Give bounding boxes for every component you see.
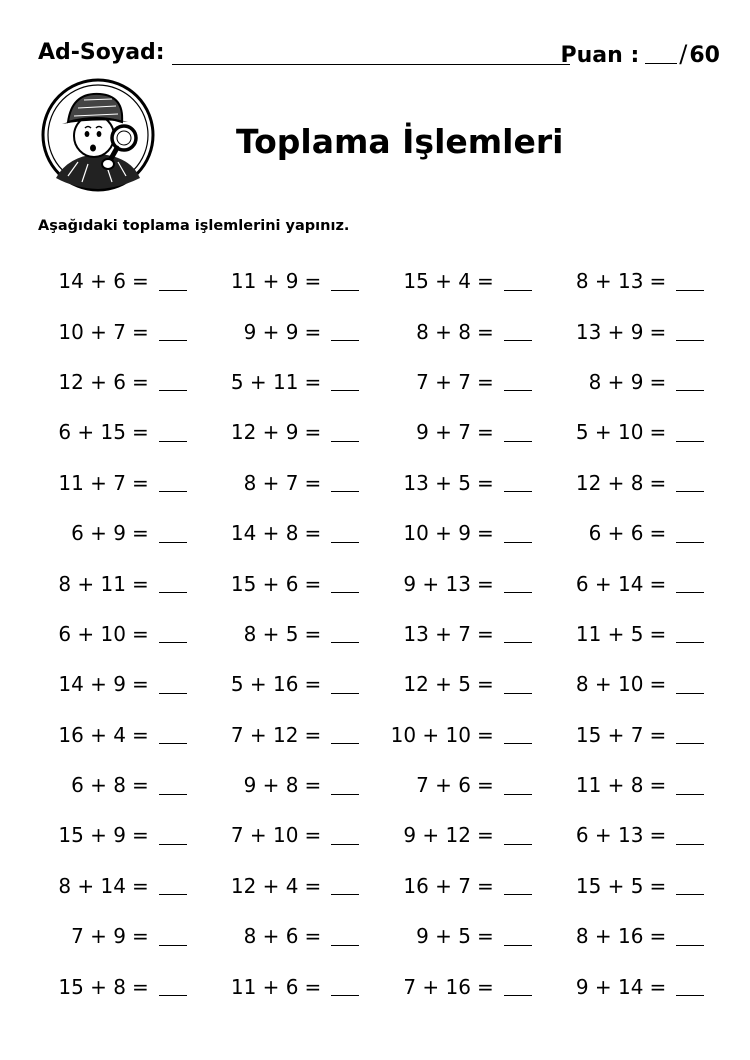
answer-blank[interactable] bbox=[504, 830, 532, 845]
equals-sign: = bbox=[477, 773, 494, 798]
problem-item bbox=[375, 407, 548, 457]
problem-item bbox=[203, 458, 376, 508]
problem-item bbox=[548, 256, 721, 306]
answer-blank[interactable] bbox=[331, 880, 359, 895]
problem-item bbox=[30, 458, 203, 508]
equals-sign: = bbox=[132, 873, 149, 898]
problem-item bbox=[203, 710, 376, 760]
equals-sign: = bbox=[649, 521, 667, 546]
answer-blank[interactable] bbox=[159, 729, 187, 744]
problem-expression: 10 + 7 bbox=[58, 319, 126, 344]
problem-expression: 8 + 7 bbox=[243, 470, 299, 495]
equals-sign: = bbox=[304, 319, 322, 344]
problem-expression: 15 + 4 bbox=[403, 269, 471, 294]
equals-sign: = bbox=[477, 319, 494, 344]
answer-blank[interactable] bbox=[504, 276, 532, 291]
problem-item bbox=[548, 810, 721, 860]
name-field[interactable] bbox=[172, 64, 570, 65]
worksheet-header bbox=[38, 36, 720, 72]
equals-sign: = bbox=[477, 269, 494, 294]
answer-blank[interactable] bbox=[159, 931, 187, 946]
problem-expression: 10 + 9 bbox=[403, 521, 471, 546]
equals-sign: = bbox=[132, 722, 149, 747]
equals-sign: = bbox=[649, 420, 667, 445]
problem-expression: 11 + 8 bbox=[575, 773, 644, 798]
problem-expression: 8 + 16 bbox=[575, 924, 644, 949]
problem-item bbox=[203, 861, 376, 911]
problem-item bbox=[30, 508, 203, 558]
answer-blank[interactable] bbox=[676, 981, 704, 996]
answer-blank[interactable] bbox=[504, 376, 532, 391]
equals-sign: = bbox=[132, 470, 149, 495]
equals-sign: = bbox=[132, 521, 149, 546]
answer-blank[interactable] bbox=[504, 528, 532, 543]
problem-item bbox=[548, 861, 721, 911]
equals-sign: = bbox=[649, 319, 667, 344]
problem-item bbox=[375, 458, 548, 508]
equals-sign: = bbox=[649, 571, 667, 596]
equals-sign: = bbox=[132, 924, 149, 949]
problem-expression: 14 + 8 bbox=[230, 521, 299, 546]
problem-item bbox=[203, 306, 376, 356]
equals-sign: = bbox=[304, 521, 322, 546]
problem-item bbox=[548, 306, 721, 356]
answer-blank[interactable] bbox=[159, 578, 187, 593]
problem-item bbox=[548, 659, 721, 709]
equals-sign: = bbox=[304, 974, 322, 999]
problem-item bbox=[30, 558, 203, 608]
answer-blank[interactable] bbox=[331, 628, 359, 643]
answer-blank[interactable] bbox=[504, 981, 532, 996]
answer-blank[interactable] bbox=[159, 880, 187, 895]
answer-blank[interactable] bbox=[159, 830, 187, 845]
problem-expression: 15 + 7 bbox=[575, 722, 644, 747]
problem-expression: 15 + 5 bbox=[575, 873, 644, 898]
problem-expression: 13 + 5 bbox=[403, 470, 471, 495]
problem-item bbox=[30, 911, 203, 961]
problem-expression: 8 + 11 bbox=[58, 571, 126, 596]
equals-sign: = bbox=[649, 672, 667, 697]
answer-blank[interactable] bbox=[159, 427, 187, 442]
answer-blank[interactable] bbox=[676, 679, 704, 694]
equals-sign: = bbox=[649, 924, 667, 949]
problem-expression: 11 + 5 bbox=[575, 621, 644, 646]
problem-expression: 11 + 6 bbox=[230, 974, 299, 999]
equals-sign: = bbox=[132, 974, 149, 999]
answer-blank[interactable] bbox=[331, 729, 359, 744]
problem-expression: 15 + 9 bbox=[58, 823, 126, 848]
problem-item bbox=[30, 609, 203, 659]
problem-expression: 8 + 14 bbox=[58, 873, 126, 898]
answer-blank[interactable] bbox=[331, 376, 359, 391]
equals-sign: = bbox=[132, 420, 149, 445]
answer-blank[interactable] bbox=[331, 276, 359, 291]
answer-blank[interactable] bbox=[676, 477, 704, 492]
problem-expression: 8 + 13 bbox=[575, 269, 644, 294]
problem-expression: 5 + 11 bbox=[230, 369, 299, 394]
equals-sign: = bbox=[477, 521, 494, 546]
equals-sign: = bbox=[132, 269, 149, 294]
answer-blank[interactable] bbox=[676, 276, 704, 291]
problem-expression: 16 + 7 bbox=[403, 873, 471, 898]
equals-sign: = bbox=[132, 823, 149, 848]
problem-expression: 7 + 9 bbox=[71, 924, 126, 949]
problem-expression: 9 + 7 bbox=[416, 420, 471, 445]
equals-sign: = bbox=[304, 722, 322, 747]
equals-sign: = bbox=[477, 672, 494, 697]
problem-item bbox=[30, 760, 203, 810]
problem-grid bbox=[30, 256, 720, 1012]
problem-item bbox=[203, 407, 376, 457]
answer-blank[interactable] bbox=[159, 679, 187, 694]
equals-sign: = bbox=[132, 621, 149, 646]
problem-expression: 15 + 6 bbox=[230, 571, 299, 596]
problem-item bbox=[375, 558, 548, 608]
problem-expression: 6 + 13 bbox=[575, 823, 644, 848]
score-area bbox=[561, 40, 720, 68]
problem-expression: 6 + 10 bbox=[58, 621, 126, 646]
equals-sign: = bbox=[649, 269, 667, 294]
problem-expression: 6 + 15 bbox=[58, 420, 126, 445]
problem-expression: 5 + 16 bbox=[230, 672, 299, 697]
answer-blank[interactable] bbox=[504, 477, 532, 492]
answer-blank[interactable] bbox=[159, 780, 187, 795]
problem-item bbox=[548, 458, 721, 508]
worksheet-title: Toplama İşlemleri bbox=[236, 122, 564, 161]
problem-item bbox=[203, 609, 376, 659]
equals-sign: = bbox=[649, 974, 667, 999]
answer-blank[interactable] bbox=[504, 578, 532, 593]
answer-blank[interactable] bbox=[504, 628, 532, 643]
equals-sign: = bbox=[304, 420, 322, 445]
answer-blank[interactable] bbox=[504, 880, 532, 895]
equals-sign: = bbox=[132, 571, 149, 596]
problem-item bbox=[548, 407, 721, 457]
problem-item bbox=[30, 710, 203, 760]
answer-blank[interactable] bbox=[676, 830, 704, 845]
problem-item bbox=[203, 659, 376, 709]
problem-item bbox=[203, 256, 376, 306]
equals-sign: = bbox=[304, 269, 322, 294]
equals-sign: = bbox=[649, 773, 667, 798]
problem-item bbox=[30, 357, 203, 407]
problem-item bbox=[548, 760, 721, 810]
problem-expression: 9 + 14 bbox=[575, 974, 644, 999]
problem-item bbox=[548, 911, 721, 961]
equals-sign: = bbox=[477, 470, 494, 495]
answer-blank[interactable] bbox=[331, 578, 359, 593]
answer-blank[interactable] bbox=[676, 628, 704, 643]
answer-blank[interactable] bbox=[676, 578, 704, 593]
equals-sign: = bbox=[304, 823, 322, 848]
answer-blank[interactable] bbox=[676, 326, 704, 341]
problem-expression: 9 + 12 bbox=[403, 823, 471, 848]
problem-expression: 7 + 12 bbox=[230, 722, 299, 747]
equals-sign: = bbox=[304, 672, 322, 697]
problem-item bbox=[375, 508, 548, 558]
answer-blank[interactable] bbox=[504, 780, 532, 795]
problem-expression: 12 + 9 bbox=[230, 420, 299, 445]
answer-blank[interactable] bbox=[159, 276, 187, 291]
problem-expression: 9 + 9 bbox=[243, 319, 299, 344]
score-label: Puan : bbox=[560, 43, 640, 68]
answer-blank[interactable] bbox=[159, 376, 187, 391]
problem-item bbox=[30, 861, 203, 911]
problem-expression: 6 + 9 bbox=[71, 521, 126, 546]
problem-item bbox=[548, 710, 721, 760]
answer-blank[interactable] bbox=[331, 477, 359, 492]
equals-sign: = bbox=[477, 621, 494, 646]
equals-sign: = bbox=[649, 722, 667, 747]
problem-item bbox=[203, 810, 376, 860]
equals-sign: = bbox=[132, 369, 149, 394]
problem-expression: 8 + 8 bbox=[416, 319, 471, 344]
answer-blank[interactable] bbox=[331, 679, 359, 694]
problem-item bbox=[375, 609, 548, 659]
equals-sign: = bbox=[477, 873, 494, 898]
problem-expression: 11 + 7 bbox=[58, 470, 126, 495]
problem-item bbox=[375, 357, 548, 407]
answer-blank[interactable] bbox=[159, 981, 187, 996]
problem-item bbox=[375, 306, 548, 356]
score-total: 60 bbox=[689, 43, 720, 68]
answer-blank[interactable] bbox=[159, 628, 187, 643]
answer-blank[interactable] bbox=[504, 326, 532, 341]
answer-blank[interactable] bbox=[504, 729, 532, 744]
problem-item bbox=[203, 760, 376, 810]
detective-boy-magnifying-glass-icon bbox=[38, 78, 158, 192]
problem-expression: 7 + 10 bbox=[230, 823, 299, 848]
equals-sign: = bbox=[649, 470, 667, 495]
problem-item bbox=[30, 659, 203, 709]
problem-expression: 8 + 5 bbox=[243, 621, 299, 646]
problem-expression: 7 + 16 bbox=[403, 974, 471, 999]
problem-expression: 10 + 10 bbox=[390, 722, 471, 747]
problem-expression: 9 + 5 bbox=[416, 924, 471, 949]
equals-sign: = bbox=[477, 722, 494, 747]
equals-sign: = bbox=[477, 823, 494, 848]
equals-sign: = bbox=[649, 873, 667, 898]
problem-expression: 14 + 6 bbox=[58, 269, 126, 294]
answer-blank[interactable] bbox=[331, 326, 359, 341]
problem-expression: 13 + 9 bbox=[575, 319, 644, 344]
problem-expression: 6 + 6 bbox=[588, 521, 644, 546]
problem-item bbox=[375, 861, 548, 911]
name-label: Ad-Soyad: bbox=[38, 40, 165, 65]
problem-item bbox=[203, 961, 376, 1011]
equals-sign: = bbox=[132, 672, 149, 697]
answer-blank[interactable] bbox=[331, 931, 359, 946]
problem-item bbox=[375, 810, 548, 860]
answer-blank[interactable] bbox=[504, 679, 532, 694]
problem-item bbox=[548, 961, 721, 1011]
problem-expression: 12 + 8 bbox=[575, 470, 644, 495]
problem-expression: 9 + 8 bbox=[243, 773, 299, 798]
problem-item bbox=[548, 508, 721, 558]
equals-sign: = bbox=[304, 571, 322, 596]
answer-blank[interactable] bbox=[676, 780, 704, 795]
problem-item bbox=[30, 961, 203, 1011]
answer-blank[interactable] bbox=[676, 880, 704, 895]
problem-item bbox=[375, 911, 548, 961]
problem-item bbox=[548, 609, 721, 659]
equals-sign: = bbox=[304, 924, 322, 949]
problem-expression: 9 + 13 bbox=[403, 571, 471, 596]
problem-expression: 15 + 8 bbox=[58, 974, 126, 999]
answer-blank[interactable] bbox=[676, 376, 704, 391]
problem-expression: 12 + 6 bbox=[58, 369, 126, 394]
answer-blank[interactable] bbox=[676, 931, 704, 946]
answer-blank[interactable] bbox=[159, 477, 187, 492]
problem-expression: 11 + 9 bbox=[230, 269, 299, 294]
equals-sign: = bbox=[304, 621, 322, 646]
problem-item bbox=[30, 256, 203, 306]
problem-expression: 7 + 7 bbox=[416, 369, 471, 394]
equals-sign: = bbox=[649, 823, 667, 848]
problem-expression: 8 + 10 bbox=[575, 672, 644, 697]
equals-sign: = bbox=[132, 319, 149, 344]
equals-sign: = bbox=[304, 470, 322, 495]
answer-blank[interactable] bbox=[159, 326, 187, 341]
equals-sign: = bbox=[477, 571, 494, 596]
problem-item bbox=[203, 911, 376, 961]
problem-expression: 16 + 4 bbox=[58, 722, 126, 747]
problem-expression: 6 + 14 bbox=[575, 571, 644, 596]
equals-sign: = bbox=[649, 621, 667, 646]
problem-item bbox=[203, 357, 376, 407]
problem-expression: 8 + 9 bbox=[588, 369, 644, 394]
answer-blank[interactable] bbox=[331, 981, 359, 996]
equals-sign: = bbox=[649, 369, 667, 394]
problem-expression: 12 + 5 bbox=[403, 672, 471, 697]
answer-blank[interactable] bbox=[159, 528, 187, 543]
equals-sign: = bbox=[477, 369, 494, 394]
equals-sign: = bbox=[132, 773, 149, 798]
equals-sign: = bbox=[477, 420, 494, 445]
problem-expression: 14 + 9 bbox=[58, 672, 126, 697]
answer-blank[interactable] bbox=[331, 780, 359, 795]
score-field[interactable] bbox=[645, 45, 677, 64]
instruction-text: Aşağıdaki toplama işlemlerini yapınız. bbox=[38, 218, 350, 234]
answer-blank[interactable] bbox=[331, 427, 359, 442]
problem-expression: 12 + 4 bbox=[230, 873, 299, 898]
problem-expression: 5 + 10 bbox=[575, 420, 644, 445]
answer-blank[interactable] bbox=[676, 427, 704, 442]
score-slash: / bbox=[679, 40, 688, 68]
equals-sign: = bbox=[304, 773, 322, 798]
problem-item bbox=[375, 659, 548, 709]
problem-item bbox=[30, 306, 203, 356]
answer-blank[interactable] bbox=[331, 830, 359, 845]
answer-blank[interactable] bbox=[676, 528, 704, 543]
equals-sign: = bbox=[477, 924, 494, 949]
equals-sign: = bbox=[304, 873, 322, 898]
problem-expression: 6 + 8 bbox=[71, 773, 126, 798]
problem-item bbox=[30, 407, 203, 457]
problem-item bbox=[375, 961, 548, 1011]
equals-sign: = bbox=[477, 974, 494, 999]
problem-item bbox=[548, 558, 721, 608]
answer-blank[interactable] bbox=[676, 729, 704, 744]
problem-item bbox=[548, 357, 721, 407]
problem-item bbox=[30, 810, 203, 860]
problem-item bbox=[203, 558, 376, 608]
problem-item bbox=[375, 256, 548, 306]
problem-item bbox=[375, 760, 548, 810]
problem-item bbox=[203, 508, 376, 558]
problem-expression: 13 + 7 bbox=[403, 621, 471, 646]
equals-sign: = bbox=[304, 369, 322, 394]
answer-blank[interactable] bbox=[504, 427, 532, 442]
answer-blank[interactable] bbox=[331, 528, 359, 543]
problem-item bbox=[375, 710, 548, 760]
problem-expression: 7 + 6 bbox=[416, 773, 471, 798]
problem-expression: 8 + 6 bbox=[243, 924, 299, 949]
answer-blank[interactable] bbox=[504, 931, 532, 946]
